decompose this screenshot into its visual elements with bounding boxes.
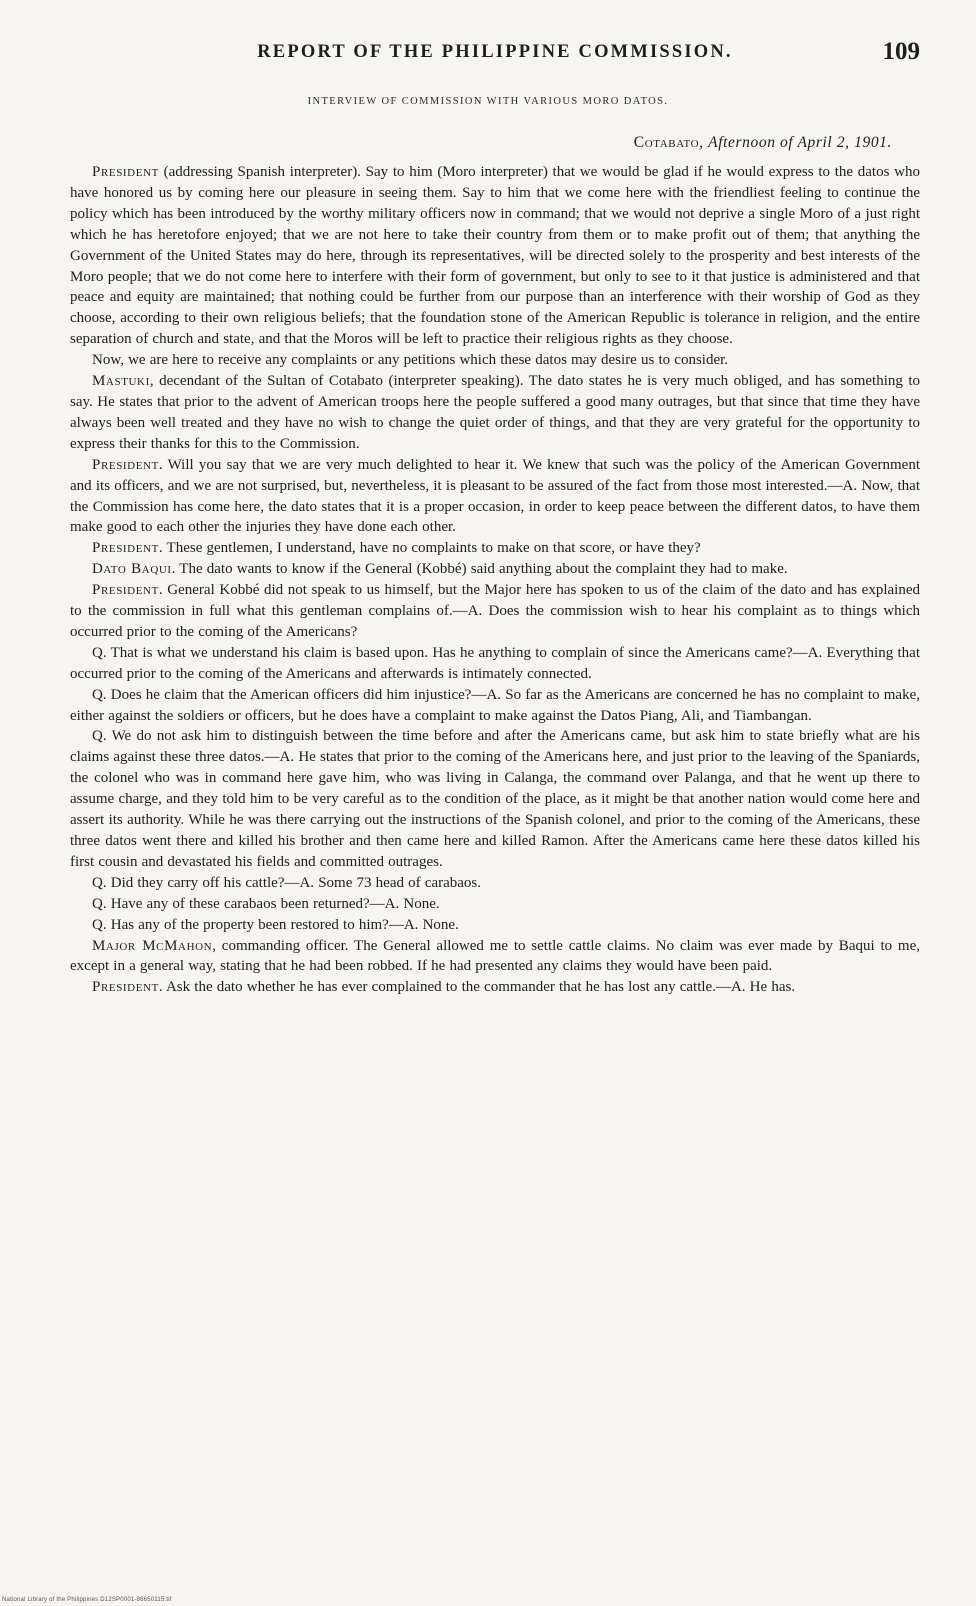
- paragraph: [70, 455, 920, 539]
- paragraph-text: . Ask the dato whether he has ever complained to the commander that he has lost any cattle.—A. He has.: [158, 979, 796, 996]
- page-header: [70, 38, 920, 72]
- scan-footer: National Library of the Philippines D12SP0001-86650115.tif: [2, 1597, 172, 1603]
- section-title: INTERVIEW OF COMMISSION WITH VARIOUS MORO DATOS.: [307, 96, 669, 107]
- paragraph: [70, 643, 920, 685]
- body-text: [70, 162, 920, 998]
- paragraph: [70, 538, 920, 559]
- paragraph: [70, 162, 920, 350]
- paragraph: [70, 726, 920, 872]
- speaker: Major McMahon: [92, 937, 213, 954]
- paragraph: [70, 873, 920, 894]
- speaker: President: [92, 979, 159, 996]
- paragraph: [70, 936, 920, 978]
- paragraph: [70, 350, 920, 371]
- paragraph-text: Q. Did they carry off his cattle?—A. Some 73 head of carabaos.: [92, 874, 481, 891]
- paragraph-text: . Will you say that we are very much delighted to hear it. We knew that such was the policy of the American Government and its officers, and we are not surprised, but, nevertheless, it is pleasant to be assured of the fact from those most interested.—A. Now, that the Commission has come here, the dato states that it is a proper occasion, in order to keep peace between the different datos, to have them make good to each other the injuries they have done each other.: [70, 456, 920, 536]
- paragraph-text: . These gentlemen, I understand, have no complaints to make on that score, or have they?: [158, 540, 701, 557]
- paragraph-text: Q. Has any of the property been restored to him?—A. None.: [92, 916, 459, 933]
- paragraph-text: , decendant of the Sultan of Cotabato (interpreter speaking). The dato states he is very much obliged, and has something to say. He states that prior to the advent of American troops here the people suffered a good many outrages, but that since that time they have always been well treated and they have no wish to change the quiet order of things, and that they are very grateful for the opportunity to express their thanks for this to the Commission.: [70, 373, 920, 452]
- speaker: President: [92, 456, 159, 473]
- dateline-place: Cotabato,: [633, 134, 704, 151]
- paragraph: [70, 685, 920, 727]
- paragraph: [70, 977, 920, 998]
- page-number: 109: [882, 38, 920, 65]
- paragraph: [70, 580, 920, 643]
- paragraph: [70, 915, 920, 936]
- speaker: Dato Baqui: [92, 561, 172, 578]
- paragraph: [70, 371, 920, 455]
- speaker: President: [92, 540, 159, 557]
- running-head: REPORT OF THE PHILIPPINE COMMISSION.: [257, 42, 733, 62]
- paragraph-text: , commanding officer. The General allowed me to settle cattle claims. No claim was ever made by Baqui to me, except in a general way, stating that he had been robbed. If he had presented any claims they would have been paid.: [70, 937, 920, 975]
- paragraph-text: . The dato wants to know if the General (Kobbé) said anything about the complaint they had to make.: [171, 561, 788, 578]
- paragraph-text: Q. Does he claim that the American officers did him injustice?—A. So far as the Americans are concerned he has no complaint to make, either against the soldiers or officers, but he does have a complaint to make against the Datos Piang, Ali, and Tiambangan.: [70, 686, 920, 724]
- paragraph: [70, 559, 920, 580]
- paragraph-text: Now, we are here to receive any complaints or any petitions which these datos may desire us to consider.: [92, 352, 729, 369]
- paragraph: [70, 894, 920, 915]
- speaker: President: [92, 164, 159, 180]
- paragraph-text: Q. Have any of these carabaos been returned?—A. None.: [92, 895, 440, 912]
- dateline: [634, 134, 892, 152]
- paragraph-text: Q. We do not ask him to distinguish between the time before and after the Americans came, but ask him to state briefly what are his claims against these three datos.—A. He states that prior to the coming of the Americans here, and just prior to the leaving of the Spaniards, the colonel who was in command here gave him, who was living in Calanga, the command over Palanga, and that he went up there to assume charge, and they told him to be very careful as to the condition of the place, as it might be that another nation would come here and assert its authority. While he was there carrying out the instructions of the Spanish colonel, and prior to the coming of the Americans, these three datos went there and killed his brother and then came here and killed Ramon. After the Americans came here these datos killed his first cousin and devastated his fields and committed outrages.: [70, 728, 920, 870]
- dateline-date: Afternoon of April 2, 1901.: [708, 134, 892, 151]
- paragraph-text: Q. That is what we understand his claim is based upon. Has he anything to complain of since the Americans came?—A. Everything that occurred prior to the coming of the Americans and afterwards is intimately connected.: [70, 644, 920, 682]
- paragraph-text: . General Kobbé did not speak to us himself, but the Major here has spoken to us of the claim of the dato and has explained to the commission in full what this gentleman complains of.—A. Does the commission wish to hear his complaint as to things which occurred prior to the coming of the Americans?: [70, 582, 920, 640]
- speaker: Mastuki: [92, 373, 150, 390]
- paragraph-text: (addressing Spanish interpreter). Say to him (Moro interpreter) that we would be glad if he would express to the datos who have honored us by coming here our pleasure in seeing them. Say to him that we come here with the friendliest feeling to continue the policy which has been introduced by the worthy military officers now in command; that we would not deprive a single Moro of a just right which he has heretofore enjoyed; that we are not here to take their country from them or to make profit out of them; that anything the Government of the United States may do here, through its representatives, will be directed solely to the prosperity and best interests of the Moro people; that we do not come here to interfere with their form of government, but only to see to it that justice is administered and that peace and equity are maintained; that nothing could be further from our purpose than an interference with their worship of God as they choose, according to their own religious beliefs; that the foundation stone of the American Republic is tolerance in religion, and the entire separation of church and state, and that the Moros will be left to practice their religious rights as they choose.: [70, 164, 920, 348]
- speaker: President: [92, 582, 159, 599]
